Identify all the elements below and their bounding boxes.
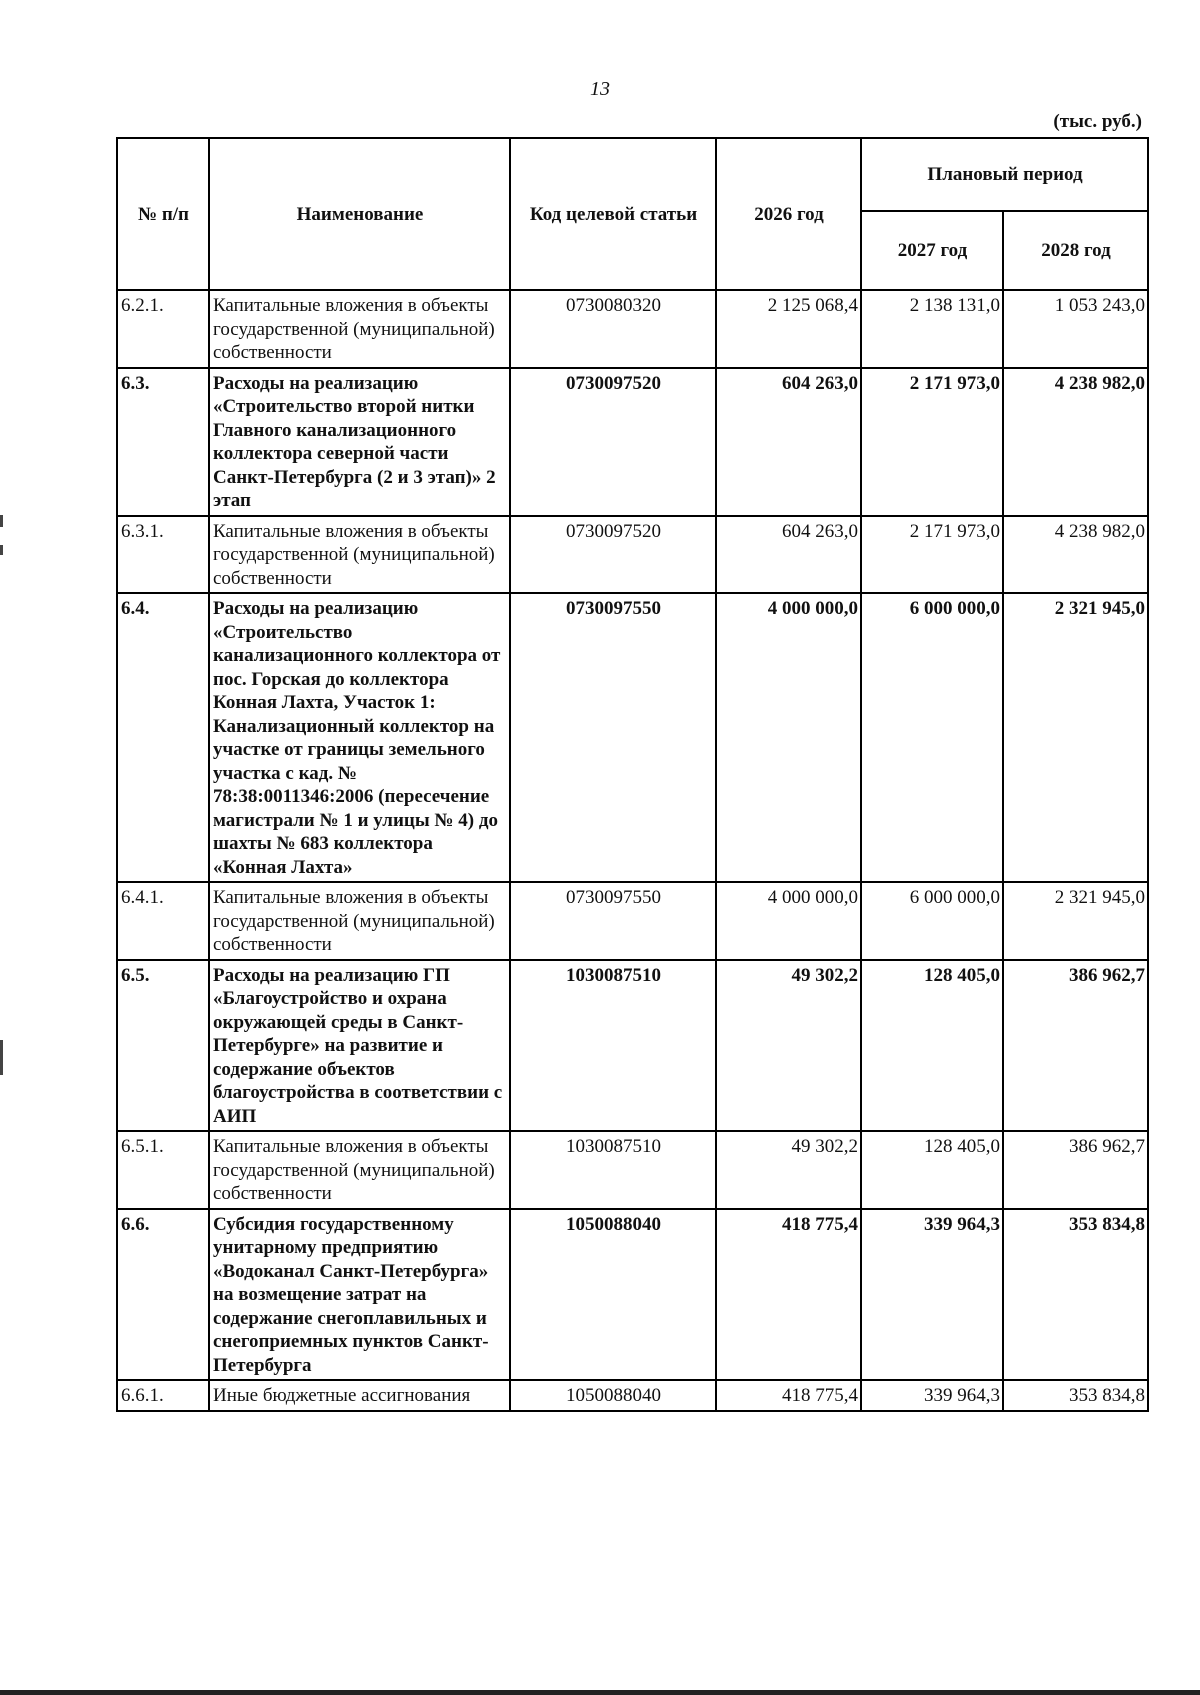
cell-num: 6.4. (117, 593, 209, 882)
cell-2026: 4 000 000,0 (716, 882, 861, 960)
cell-2027: 339 964,3 (861, 1209, 1003, 1381)
scan-bottom-edge (0, 1690, 1200, 1695)
table-row (117, 1380, 1148, 1411)
cell-code: 1030087510 (510, 960, 716, 1132)
cell-code: 0730080320 (510, 290, 716, 368)
cell-code: 0730097550 (510, 593, 716, 882)
cell-name: Капитальные вложения в объекты государственной (муниципальной) собственности (209, 882, 510, 960)
cell-2028: 4 238 982,0 (1003, 516, 1148, 594)
scan-edge-mark (0, 1040, 3, 1075)
cell-2028: 386 962,7 (1003, 960, 1148, 1132)
cell-2028: 2 321 945,0 (1003, 882, 1148, 960)
cell-num: 6.4.1. (117, 882, 209, 960)
table-row (117, 1209, 1148, 1381)
cell-code: 0730097520 (510, 368, 716, 516)
cell-code: 1050088040 (510, 1209, 716, 1381)
budget-table (116, 137, 1149, 1412)
cell-name: Субсидия государственному унитарному предприятию «Водоканал Санкт-Петербурга» на возмещение затрат на содержание снегоплавильных и снегоприемных пунктов Санкт-Петербурга (209, 1209, 510, 1381)
table-row (117, 593, 1148, 882)
units-label: (тыс. руб.) (1053, 111, 1142, 132)
cell-2027: 128 405,0 (861, 1131, 1003, 1209)
cell-2028: 1 053 243,0 (1003, 290, 1148, 368)
table-row (117, 882, 1148, 960)
cell-2026: 49 302,2 (716, 1131, 861, 1209)
cell-name: Капитальные вложения в объекты государственной (муниципальной) собственности (209, 516, 510, 594)
cell-num: 6.5. (117, 960, 209, 1132)
table-row (117, 368, 1148, 516)
cell-2027: 6 000 000,0 (861, 593, 1003, 882)
page-number: 13 (590, 78, 610, 100)
header-name: Наименование (209, 138, 510, 290)
header-2027: 2027 год (861, 211, 1003, 290)
header-2028: 2028 год (1003, 211, 1148, 290)
cell-2028: 386 962,7 (1003, 1131, 1148, 1209)
cell-name: Капитальные вложения в объекты государственной (муниципальной) собственности (209, 1131, 510, 1209)
cell-name: Расходы на реализацию «Строительство второй нитки Главного канализационного коллектора северной части Санкт-Петербурга (2 и 3 этап)» 2 этап (209, 368, 510, 516)
cell-name: Расходы на реализацию ГП «Благоустройство и охрана окружающей среды в Санкт-Петербурге» на развитие и содержание объектов благоустройства в соответствии с АИП (209, 960, 510, 1132)
cell-2026: 4 000 000,0 (716, 593, 861, 882)
cell-code: 1050088040 (510, 1380, 716, 1411)
cell-2026: 604 263,0 (716, 516, 861, 594)
header-2026: 2026 год (716, 138, 861, 290)
table-row (117, 960, 1148, 1132)
cell-2026: 604 263,0 (716, 368, 861, 516)
cell-2026: 49 302,2 (716, 960, 861, 1132)
cell-2026: 418 775,4 (716, 1380, 861, 1411)
header-num: № п/п (117, 138, 209, 290)
cell-2027: 2 171 973,0 (861, 516, 1003, 594)
cell-name: Капитальные вложения в объекты государственной (муниципальной) собственности (209, 290, 510, 368)
cell-num: 6.3.1. (117, 516, 209, 594)
cell-2027: 2 171 973,0 (861, 368, 1003, 516)
table-body (117, 290, 1148, 1411)
table-row (117, 1131, 1148, 1209)
cell-code: 0730097550 (510, 882, 716, 960)
cell-2027: 128 405,0 (861, 960, 1003, 1132)
cell-name: Расходы на реализацию «Строительство канализационного коллектора от пос. Горская до коллектора Конная Лахта, Участок 1: Канализационный коллектор на участке от границы земельного участка с кад. № 78:38:0011346:2006 (пересечение магистрали № 1 и улицы № 4) до шахты № 683 коллектора «Конная Лахта» (209, 593, 510, 882)
cell-num: 6.6. (117, 1209, 209, 1381)
cell-num: 6.3. (117, 368, 209, 516)
cell-2028: 353 834,8 (1003, 1209, 1148, 1381)
cell-code: 1030087510 (510, 1131, 716, 1209)
cell-2028: 2 321 945,0 (1003, 593, 1148, 882)
table-row (117, 290, 1148, 368)
header-planned-period: Плановый период (861, 138, 1148, 211)
cell-num: 6.6.1. (117, 1380, 209, 1411)
cell-2028: 4 238 982,0 (1003, 368, 1148, 516)
cell-2027: 2 138 131,0 (861, 290, 1003, 368)
cell-num: 6.2.1. (117, 290, 209, 368)
header-code: Код целевой статьи (510, 138, 716, 290)
table-row (117, 516, 1148, 594)
cell-name: Иные бюджетные ассигнования (209, 1380, 510, 1411)
cell-2027: 6 000 000,0 (861, 882, 1003, 960)
cell-2027: 339 964,3 (861, 1380, 1003, 1411)
cell-2028: 353 834,8 (1003, 1380, 1148, 1411)
cell-code: 0730097520 (510, 516, 716, 594)
cell-2026: 418 775,4 (716, 1209, 861, 1381)
scan-edge-mark (0, 515, 3, 527)
cell-2026: 2 125 068,4 (716, 290, 861, 368)
scan-edge-mark (0, 545, 3, 555)
cell-num: 6.5.1. (117, 1131, 209, 1209)
